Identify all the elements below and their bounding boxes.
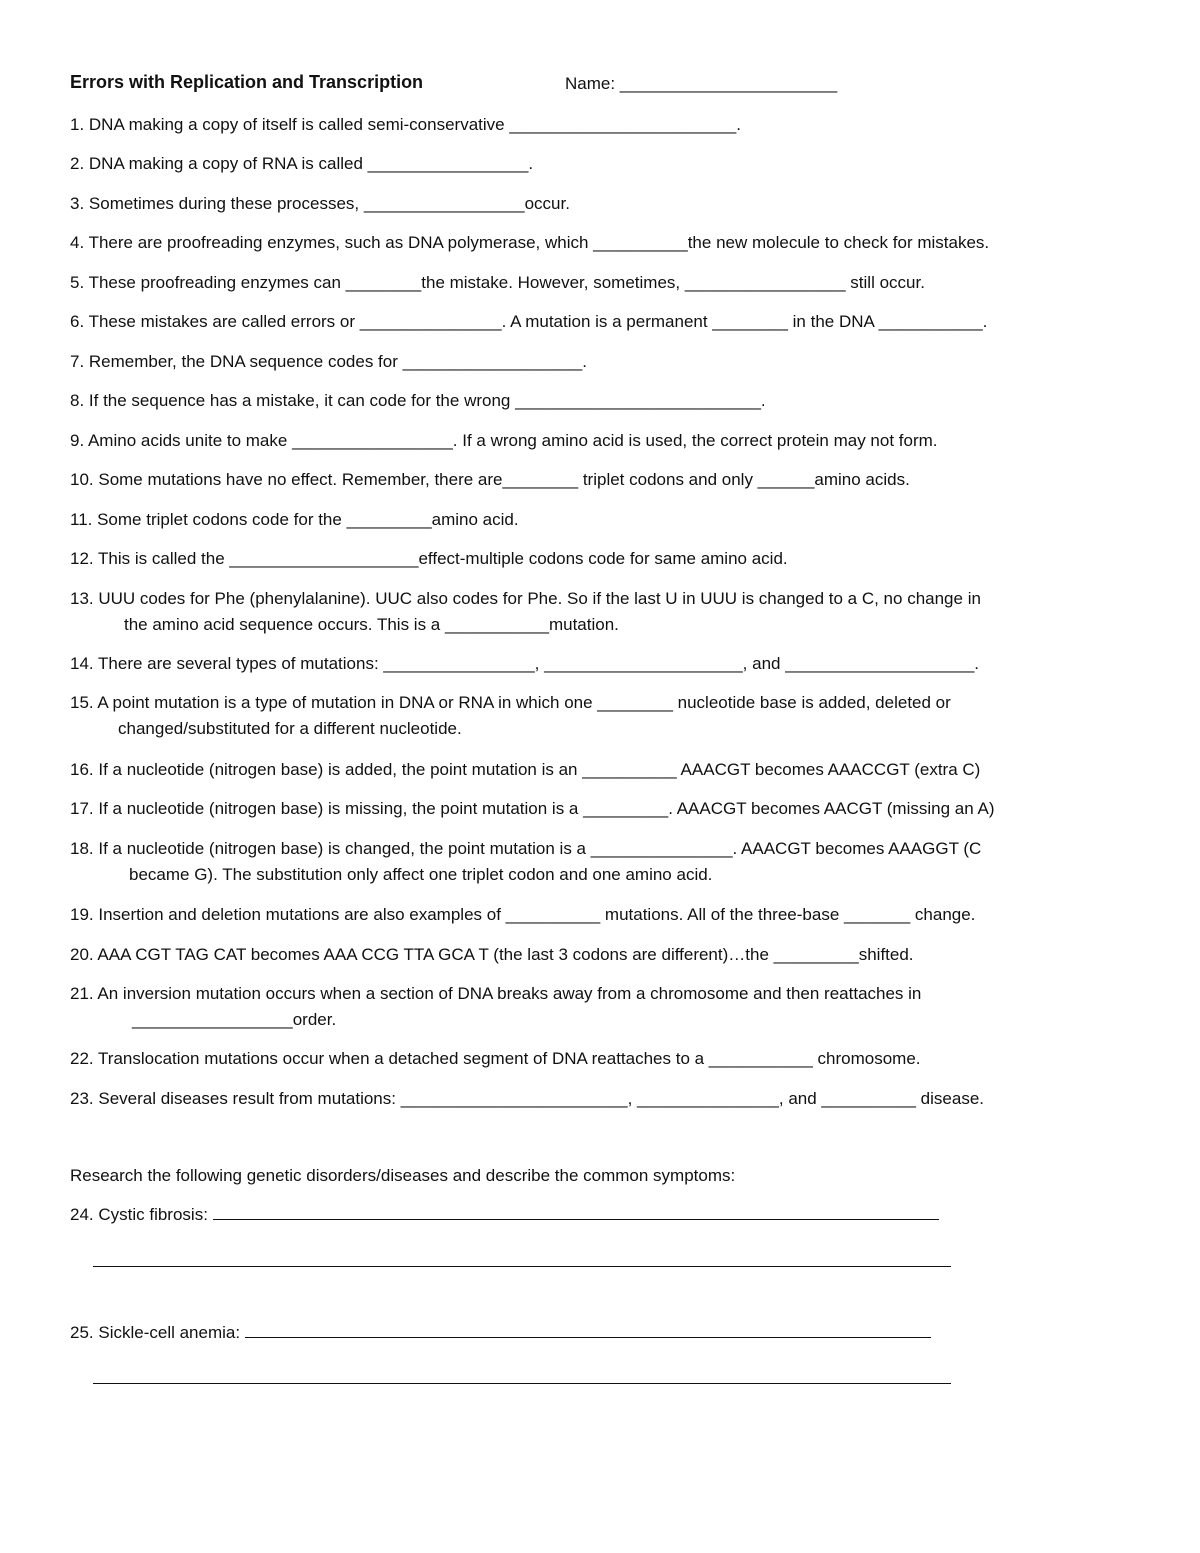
- question-6: 6. These mistakes are called errors or _______________. A mutation is a permanent ________ in the DNA ___________.: [70, 312, 988, 331]
- question-18-line-2: became G). The substitution only affect one triplet codon and one amino acid.: [129, 865, 713, 884]
- question-22: 22. Translocation mutations occur when a detached segment of DNA reattaches to a ___________ chromosome.: [70, 1049, 921, 1068]
- question-15: [70, 690, 1160, 742]
- question-11: 11. Some triplet codons code for the _________amino acid.: [70, 510, 519, 529]
- question-13: [70, 586, 1160, 638]
- question-25: [70, 1323, 931, 1343]
- question-23: 23. Several diseases result from mutations: ________________________, _______________, and __________ disease.: [70, 1089, 984, 1108]
- question-14: 14. There are several types of mutations: ________________, _____________________, and ____________________.: [70, 654, 980, 673]
- question-3: 3. Sometimes during these processes, _________________occur.: [70, 194, 570, 213]
- research-intro: Research the following genetic disorders/diseases and describe the common symptoms:: [70, 1166, 736, 1185]
- answer-24-line-1[interactable]: [213, 1219, 939, 1220]
- question-1: 1. DNA making a copy of itself is called semi-conservative ________________________.: [70, 115, 741, 134]
- question-20: 20. AAA CGT TAG CAT becomes AAA CCG TTA GCA T (the last 3 codons are different)…the _________shifted.: [70, 945, 914, 964]
- question-16: 16. If a nucleotide (nitrogen base) is added, the point mutation is an __________ AAACGT becomes AAACCGT (extra C): [70, 760, 981, 779]
- answer-24-line-2[interactable]: [93, 1266, 951, 1267]
- question-5: 5. These proofreading enzymes can ________the mistake. However, sometimes, _________________ still occur.: [70, 273, 925, 292]
- worksheet-title: Errors with Replication and Transcription: [70, 72, 424, 92]
- question-21-line-2: _________________order.: [132, 1010, 337, 1029]
- name-field[interactable]: Name: _______________________: [565, 74, 838, 93]
- question-15-line-1: 15. A point mutation is a type of mutation in DNA or RNA in which one ________ nucleotide base is added, deleted or: [70, 693, 951, 712]
- question-17: 17. If a nucleotide (nitrogen base) is missing, the point mutation is a _________. AAACGT becomes AACGT (missing an A): [70, 799, 995, 818]
- question-15-line-2: changed/substituted for a different nucleotide.: [118, 719, 462, 738]
- answer-25-line-1[interactable]: [245, 1337, 931, 1338]
- question-7: 7. Remember, the DNA sequence codes for ___________________.: [70, 352, 587, 371]
- question-13-line-1: 13. UUU codes for Phe (phenylalanine). UUC also codes for Phe. So if the last U in UUU is changed to a C, no change in: [70, 589, 981, 608]
- question-9: 9. Amino acids unite to make _________________. If a wrong amino acid is used, the correct protein may not form.: [70, 431, 938, 450]
- question-21-line-1: 21. An inversion mutation occurs when a section of DNA breaks away from a chromosome and then reattaches in: [70, 984, 922, 1003]
- question-24-label: 24. Cystic fibrosis:: [70, 1205, 213, 1224]
- question-25-label: 25. Sickle-cell anemia:: [70, 1323, 245, 1342]
- question-4: 4. There are proofreading enzymes, such as DNA polymerase, which __________the new molecule to check for mistakes.: [70, 233, 990, 252]
- question-12: 12. This is called the ____________________effect-multiple codons code for same amino acid.: [70, 549, 788, 568]
- question-18-line-1: 18. If a nucleotide (nitrogen base) is changed, the point mutation is a _______________. AAACGT becomes AAAGGT (C: [70, 839, 982, 858]
- question-8: 8. If the sequence has a mistake, it can code for the wrong __________________________.: [70, 391, 766, 410]
- question-19: 19. Insertion and deletion mutations are also examples of __________ mutations. All of the three-base _______ change.: [70, 905, 976, 924]
- question-2: 2. DNA making a copy of RNA is called _________________.: [70, 154, 534, 173]
- question-13-line-2: the amino acid sequence occurs. This is a ___________mutation.: [124, 615, 619, 634]
- answer-25-line-2[interactable]: [93, 1383, 951, 1384]
- question-21: [70, 981, 1160, 1033]
- header: [70, 72, 1170, 100]
- question-24: [70, 1205, 939, 1225]
- question-10: 10. Some mutations have no effect. Remember, there are________ triplet codons and only ______amino acids.: [70, 470, 910, 489]
- question-18: [70, 836, 1160, 888]
